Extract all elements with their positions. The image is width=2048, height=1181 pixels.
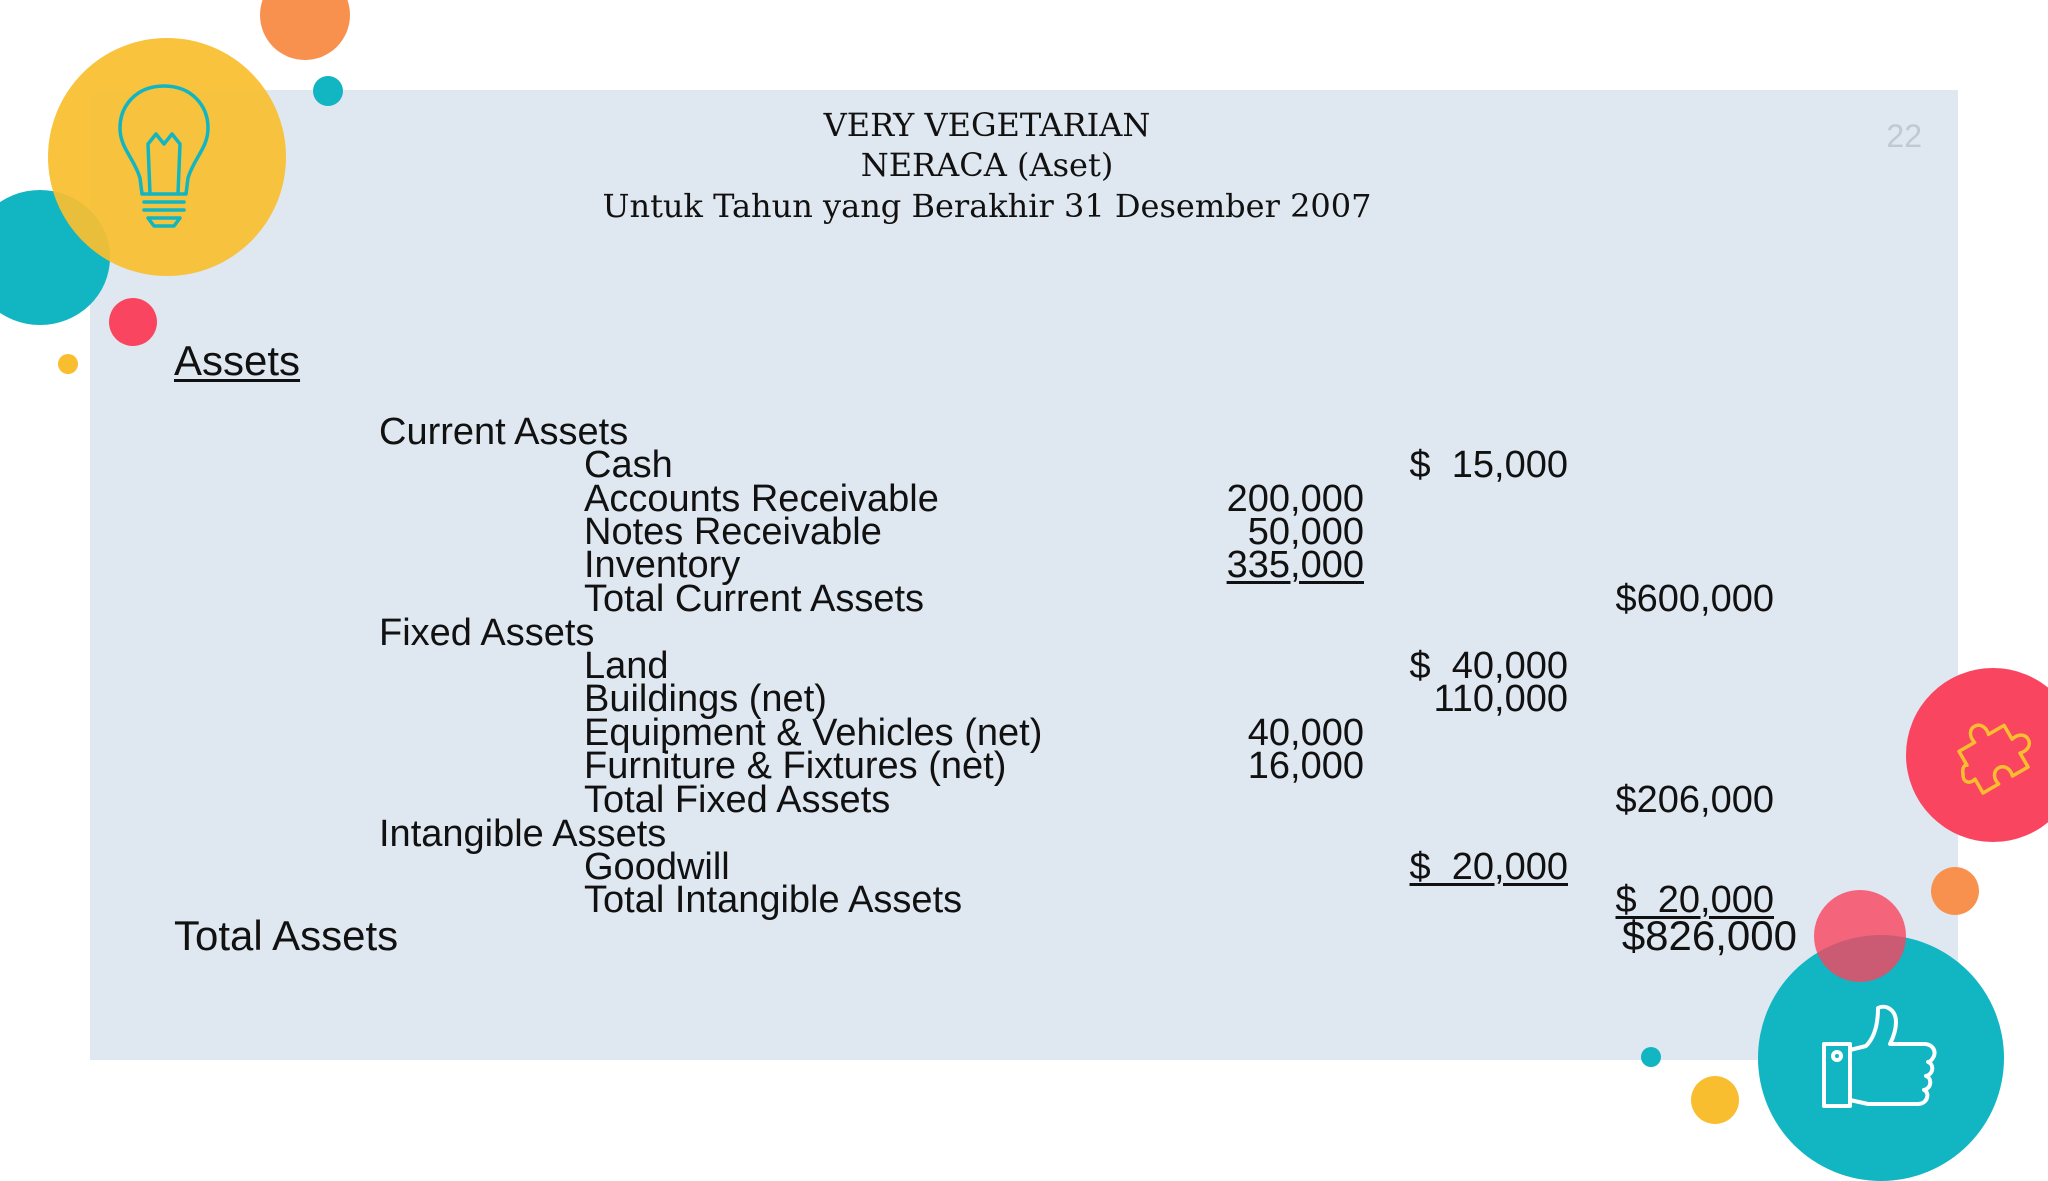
period-title: Untuk Tahun yang Berakhir 31 Desember 2007 <box>602 187 1372 225</box>
row-col1-value: 16,000 <box>1247 745 1364 787</box>
row-label: Land <box>584 645 669 687</box>
row-label: Furniture & Fixtures (net) <box>584 745 1007 787</box>
row-label: Total Fixed Assets <box>584 779 891 821</box>
row-label: Fixed Assets <box>379 612 595 654</box>
row-col3-value: $600,000 <box>1615 578 1774 620</box>
row-col1-value: 335,000 <box>1226 544 1364 586</box>
row-col2-value: $ 20,000 <box>1409 846 1568 888</box>
row-col3-value: $ 20,000 <box>1615 879 1774 921</box>
row-label: Accounts Receivable <box>584 478 939 520</box>
decor-circle-teal-dot <box>1641 1047 1661 1067</box>
row-label: Total Current Assets <box>584 578 925 620</box>
row-label: Notes Receivable <box>584 511 882 553</box>
row-label: Total Intangible Assets <box>584 879 963 921</box>
total-assets-value: $826,000 <box>1621 912 1797 959</box>
assets-heading: Assets <box>174 337 301 384</box>
row-col2-value: 110,000 <box>1433 678 1568 720</box>
row-col1-value: 40,000 <box>1247 712 1364 754</box>
row-label: Equipment & Vehicles (net) <box>584 712 1043 754</box>
row-label: Current Assets <box>379 411 629 453</box>
row-col1-value: 50,000 <box>1247 511 1364 553</box>
decor-circle-teal-small <box>313 76 343 106</box>
total-assets-label: Total Assets <box>174 912 399 959</box>
slide-number: 22 <box>1886 118 1922 154</box>
decor-circle-yellow-bottom <box>1691 1076 1739 1124</box>
row-label: Cash <box>584 444 673 486</box>
row-col1-value: 200,000 <box>1226 478 1364 520</box>
decor-circle-pink-small <box>109 298 157 346</box>
decor-circle-yellow-dot <box>58 354 78 374</box>
decor-circle-orange-right <box>1931 867 1979 915</box>
row-label: Buildings (net) <box>584 678 827 720</box>
decor-circle-orange-top <box>260 0 350 60</box>
lightbulb-icon <box>112 82 216 232</box>
row-col2-value: $ 15,000 <box>1409 444 1568 486</box>
row-label: Inventory <box>584 544 741 586</box>
statement-title: NERACA (Aset) <box>860 146 1114 184</box>
row-label: Intangible Assets <box>379 813 667 855</box>
company-title: VERY VEGETARIAN <box>823 106 1151 144</box>
row-label: Goodwill <box>584 846 730 888</box>
decor-circle-pink-overlap <box>1814 890 1906 982</box>
row-col2-value: $ 40,000 <box>1409 645 1568 687</box>
thumbs-up-icon <box>1820 1000 1940 1112</box>
puzzle-icon <box>1950 712 2034 796</box>
row-col3-value: $206,000 <box>1615 779 1774 821</box>
